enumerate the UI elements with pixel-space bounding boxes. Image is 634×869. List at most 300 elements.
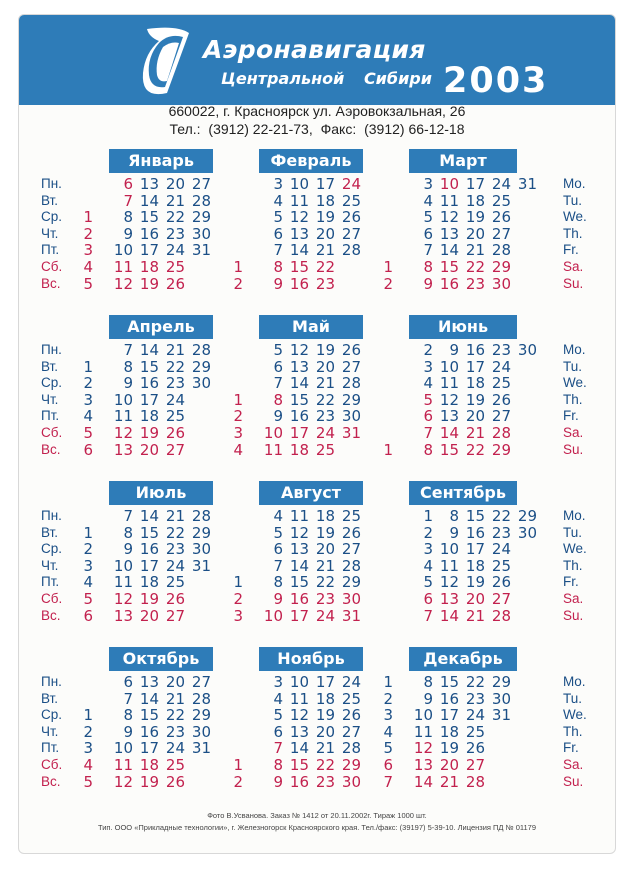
day-cell: 15 xyxy=(139,706,159,725)
day-cell: 4 xyxy=(83,407,93,426)
day-cell: 28 xyxy=(191,191,211,210)
month-title: Октябрь xyxy=(109,647,213,671)
day-cell: 10 xyxy=(113,390,133,409)
day-cell: 20 xyxy=(139,606,159,625)
day-cell: 23 xyxy=(315,407,335,426)
phone-label: Тел.: xyxy=(169,121,201,137)
day-cell: 7 xyxy=(123,507,133,525)
day-cell: 18 xyxy=(139,407,159,426)
day-cell: 2 xyxy=(383,274,393,293)
day-cell: 5 xyxy=(273,706,283,725)
day-cell: 4 xyxy=(83,756,93,774)
day-cell: 30 xyxy=(341,590,361,608)
day-cell: 14 xyxy=(439,241,459,260)
weekday-label-ru: Вт. xyxy=(41,690,58,706)
day-cell: 25 xyxy=(165,407,185,426)
day-cell: 23 xyxy=(165,722,185,741)
day-cell: 5 xyxy=(423,208,433,227)
day-cell: 28 xyxy=(191,689,211,708)
day-cell: 12 xyxy=(113,772,133,791)
day-cell: 5 xyxy=(423,573,433,592)
day-cell: 9 xyxy=(273,772,283,791)
fax-label: Факс: xyxy=(320,121,357,137)
day-cell: 23 xyxy=(315,274,335,293)
day-cell: 12 xyxy=(289,523,309,542)
day-cell: 4 xyxy=(233,440,243,459)
day-cell: 3 xyxy=(83,739,93,758)
month-title: Апрель xyxy=(109,315,213,339)
day-cell: 28 xyxy=(341,556,361,575)
day-cell: 20 xyxy=(315,722,335,741)
day-cell: 24 xyxy=(165,390,185,409)
day-cell: 28 xyxy=(491,241,511,260)
day-cell: 2 xyxy=(83,540,93,559)
day-cell: 14 xyxy=(139,689,159,708)
weekday-label-en: Su. xyxy=(563,773,584,789)
day-cell: 19 xyxy=(315,208,335,227)
day-cell: 28 xyxy=(191,341,211,359)
weekday-label-ru: Вс. xyxy=(41,773,61,789)
day-cell: 21 xyxy=(165,507,185,525)
day-cell: 29 xyxy=(191,706,211,725)
weekday-label-ru: Пт. xyxy=(41,574,60,590)
company-name-line1: Аэронавигация xyxy=(203,35,426,64)
day-cell: 12 xyxy=(113,590,133,608)
day-cell: 19 xyxy=(139,424,159,442)
day-cell: 26 xyxy=(165,772,185,791)
day-cell: 6 xyxy=(83,606,93,625)
weekday-label-ru: Чт. xyxy=(41,225,59,241)
weekday-label-en: Th. xyxy=(563,225,583,241)
day-cell: 16 xyxy=(465,523,485,542)
weekday-label-ru: Вс. xyxy=(41,441,61,457)
day-cell: 2 xyxy=(423,341,433,359)
day-cell: 22 xyxy=(465,440,485,459)
day-cell: 9 xyxy=(123,722,133,741)
day-cell: 15 xyxy=(289,573,309,592)
day-cell: 13 xyxy=(413,756,433,774)
weekday-label-ru: Пн. xyxy=(41,674,62,689)
weekday-label-en: Mo. xyxy=(563,674,586,689)
day-cell: 30 xyxy=(491,689,511,708)
day-cell: 5 xyxy=(273,523,283,542)
day-cell: 23 xyxy=(165,224,185,243)
day-cell: 26 xyxy=(491,390,511,409)
weekday-label-en: Mo. xyxy=(563,176,586,191)
day-cell: 4 xyxy=(383,722,393,741)
day-cell: 29 xyxy=(341,756,361,774)
day-cell: 12 xyxy=(439,390,459,409)
weekday-label-ru: Вс. xyxy=(41,275,61,291)
day-cell: 29 xyxy=(517,507,537,525)
day-cell: 8 xyxy=(423,258,433,276)
day-cell: 13 xyxy=(289,722,309,741)
day-cell: 22 xyxy=(165,208,185,227)
day-cell: 14 xyxy=(439,424,459,442)
day-cell: 16 xyxy=(139,374,159,393)
day-cell: 1 xyxy=(83,523,93,542)
day-cell: 21 xyxy=(465,606,485,625)
day-cell: 28 xyxy=(341,739,361,758)
day-cell: 11 xyxy=(439,374,459,393)
day-cell: 12 xyxy=(113,274,133,293)
day-cell: 15 xyxy=(465,507,485,525)
day-cell: 10 xyxy=(113,241,133,260)
day-cell: 8 xyxy=(273,390,283,409)
day-cell: 19 xyxy=(139,590,159,608)
weekday-label-en: Sa. xyxy=(563,425,584,440)
weekday-label-ru: Чт. xyxy=(41,391,59,407)
day-cell: 25 xyxy=(491,556,511,575)
day-cell: 7 xyxy=(273,374,283,393)
day-cell: 26 xyxy=(341,341,361,359)
day-cell: 5 xyxy=(83,274,93,293)
weekday-label-en: Su. xyxy=(563,607,584,623)
day-cell: 1 xyxy=(233,390,243,409)
day-cell: 17 xyxy=(139,390,159,409)
day-cell: 24 xyxy=(491,175,511,193)
day-cell: 30 xyxy=(191,540,211,559)
day-cell: 24 xyxy=(165,739,185,758)
day-cell: 18 xyxy=(315,689,335,708)
day-cell: 8 xyxy=(273,258,283,276)
day-cell: 11 xyxy=(113,407,133,426)
day-cell: 6 xyxy=(423,224,433,243)
day-cell: 22 xyxy=(315,258,335,276)
weekday-label-en: We. xyxy=(563,541,587,557)
day-cell: 16 xyxy=(439,274,459,293)
day-cell: 1 xyxy=(233,258,243,276)
month-title: Февраль xyxy=(259,149,363,173)
day-cell: 13 xyxy=(139,175,159,193)
day-cell: 31 xyxy=(491,706,511,725)
day-cell: 15 xyxy=(289,756,309,774)
day-cell: 16 xyxy=(289,772,309,791)
day-cell: 27 xyxy=(191,175,211,193)
day-cell: 27 xyxy=(341,540,361,559)
weekday-label-en: Fr. xyxy=(563,242,579,258)
day-cell: 5 xyxy=(83,424,93,442)
day-cell: 18 xyxy=(315,191,335,210)
day-cell: 24 xyxy=(341,673,361,691)
day-cell: 23 xyxy=(165,540,185,559)
day-cell: 12 xyxy=(113,424,133,442)
day-cell: 1 xyxy=(423,507,433,525)
day-cell: 27 xyxy=(341,722,361,741)
weekday-label-ru: Пт. xyxy=(41,242,60,258)
day-cell: 9 xyxy=(273,274,283,293)
day-cell: 21 xyxy=(165,341,185,359)
day-cell: 22 xyxy=(315,756,335,774)
day-cell: 8 xyxy=(123,208,133,227)
day-cell: 25 xyxy=(315,440,335,459)
day-cell: 13 xyxy=(139,673,159,691)
day-cell: 3 xyxy=(423,175,433,193)
day-cell: 29 xyxy=(341,390,361,409)
day-cell: 30 xyxy=(341,407,361,426)
calendar-card xyxy=(18,14,616,854)
day-cell: 28 xyxy=(491,424,511,442)
day-cell: 8 xyxy=(423,440,433,459)
day-cell: 5 xyxy=(273,208,283,227)
day-cell: 3 xyxy=(273,175,283,193)
day-cell: 19 xyxy=(465,208,485,227)
day-cell: 2 xyxy=(423,523,433,542)
day-cell: 7 xyxy=(123,191,133,210)
day-cell: 30 xyxy=(191,224,211,243)
day-cell: 6 xyxy=(273,540,283,559)
day-cell: 10 xyxy=(439,540,459,559)
day-cell: 13 xyxy=(113,606,133,625)
day-cell: 4 xyxy=(83,573,93,592)
day-cell: 23 xyxy=(465,274,485,293)
day-cell: 17 xyxy=(139,241,159,260)
day-cell: 15 xyxy=(439,673,459,691)
day-cell: 6 xyxy=(273,357,283,376)
day-cell: 25 xyxy=(165,756,185,774)
day-cell: 11 xyxy=(113,756,133,774)
day-cell: 17 xyxy=(315,175,335,193)
day-cell: 10 xyxy=(263,424,283,442)
day-cell: 30 xyxy=(517,341,537,359)
day-cell: 22 xyxy=(315,573,335,592)
day-cell: 3 xyxy=(83,241,93,260)
calendar-year: 2003 xyxy=(443,61,549,101)
weekday-label-en: Th. xyxy=(563,391,583,407)
day-cell: 7 xyxy=(123,689,133,708)
day-cell: 7 xyxy=(273,739,283,758)
day-cell: 10 xyxy=(289,673,309,691)
day-cell: 14 xyxy=(289,739,309,758)
weekday-label-en: Sa. xyxy=(563,757,584,772)
day-cell: 25 xyxy=(165,258,185,276)
day-cell: 15 xyxy=(289,390,309,409)
day-cell: 10 xyxy=(113,556,133,575)
weekday-label-en: Mo. xyxy=(563,342,586,357)
day-cell: 14 xyxy=(413,772,433,791)
day-cell: 30 xyxy=(191,374,211,393)
day-cell: 20 xyxy=(165,175,185,193)
day-cell: 30 xyxy=(517,523,537,542)
day-cell: 21 xyxy=(165,191,185,210)
day-cell: 11 xyxy=(289,507,309,525)
day-cell: 19 xyxy=(139,274,159,293)
weekday-label-en: Su. xyxy=(563,441,584,457)
weekday-label-ru: Вт. xyxy=(41,192,58,208)
day-cell: 19 xyxy=(315,341,335,359)
day-cell: 20 xyxy=(315,357,335,376)
day-cell: 16 xyxy=(289,407,309,426)
day-cell: 28 xyxy=(491,606,511,625)
day-cell: 14 xyxy=(139,191,159,210)
day-cell: 23 xyxy=(315,772,335,791)
day-cell: 26 xyxy=(491,573,511,592)
day-cell: 18 xyxy=(139,573,159,592)
day-cell: 26 xyxy=(341,208,361,227)
day-cell: 22 xyxy=(491,507,511,525)
day-cell: 26 xyxy=(491,208,511,227)
day-cell: 5 xyxy=(83,590,93,608)
day-cell: 25 xyxy=(491,374,511,393)
weekday-label-en: Sa. xyxy=(563,259,584,274)
day-cell: 27 xyxy=(341,224,361,243)
day-cell: 27 xyxy=(465,756,485,774)
day-cell: 17 xyxy=(289,606,309,625)
day-cell: 5 xyxy=(273,341,283,359)
day-cell: 27 xyxy=(191,673,211,691)
day-cell: 24 xyxy=(315,606,335,625)
day-cell: 16 xyxy=(289,590,309,608)
day-cell: 1 xyxy=(383,258,393,276)
day-cell: 31 xyxy=(191,241,211,260)
day-cell: 9 xyxy=(123,224,133,243)
day-cell: 27 xyxy=(341,357,361,376)
weekday-label-en: Tu. xyxy=(563,690,583,706)
day-cell: 9 xyxy=(123,540,133,559)
day-cell: 16 xyxy=(139,224,159,243)
day-cell: 17 xyxy=(465,357,485,376)
day-cell: 29 xyxy=(491,258,511,276)
day-cell: 3 xyxy=(273,673,283,691)
day-cell: 7 xyxy=(123,341,133,359)
day-cell: 25 xyxy=(341,689,361,708)
day-cell: 2 xyxy=(383,689,393,708)
weekday-label-en: Mo. xyxy=(563,508,586,523)
day-cell: 20 xyxy=(139,440,159,459)
day-cell: 24 xyxy=(491,540,511,559)
weekday-label-ru: Ср. xyxy=(41,541,63,557)
day-cell: 23 xyxy=(465,689,485,708)
day-cell: 6 xyxy=(423,590,433,608)
weekday-label-ru: Ср. xyxy=(41,707,63,723)
day-cell: 29 xyxy=(191,357,211,376)
day-cell: 17 xyxy=(439,706,459,725)
day-cell: 26 xyxy=(341,706,361,725)
day-cell: 4 xyxy=(83,258,93,276)
month-title: Январь xyxy=(109,149,213,173)
weekday-label-ru: Вт. xyxy=(41,524,58,540)
day-cell: 13 xyxy=(439,590,459,608)
day-cell: 15 xyxy=(289,258,309,276)
day-cell: 11 xyxy=(439,556,459,575)
day-cell: 14 xyxy=(439,606,459,625)
day-cell: 2 xyxy=(233,772,243,791)
day-cell: 4 xyxy=(423,191,433,210)
day-cell: 22 xyxy=(165,523,185,542)
day-cell: 22 xyxy=(165,357,185,376)
day-cell: 2 xyxy=(83,224,93,243)
day-cell: 22 xyxy=(315,390,335,409)
weekday-label-en: We. xyxy=(563,209,587,225)
day-cell: 14 xyxy=(289,556,309,575)
day-cell: 5 xyxy=(83,772,93,791)
day-cell: 9 xyxy=(423,274,433,293)
day-cell: 9 xyxy=(449,341,459,359)
footer-printer-info: Тип. ООО «Прикладные технологии», г. Железногорск Красноярского края. Тел./факс: (39197) 5-39-10. Лицензия ПД № 01179 xyxy=(97,823,537,832)
day-cell: 29 xyxy=(491,673,511,691)
day-cell: 31 xyxy=(341,606,361,625)
weekday-label-en: Tu. xyxy=(563,524,583,540)
day-cell: 17 xyxy=(289,424,309,442)
weekday-label-ru: Пн. xyxy=(41,176,62,191)
day-cell: 2 xyxy=(83,722,93,741)
weekday-label-ru: Ср. xyxy=(41,375,63,391)
day-cell: 31 xyxy=(191,556,211,575)
day-cell: 28 xyxy=(341,241,361,260)
weekday-label-en: Fr. xyxy=(563,574,579,590)
day-cell: 18 xyxy=(465,556,485,575)
day-cell: 9 xyxy=(273,407,283,426)
day-cell: 2 xyxy=(233,407,243,426)
weekday-label-ru: Пт. xyxy=(41,740,60,756)
day-cell: 11 xyxy=(413,722,433,741)
day-cell: 7 xyxy=(273,556,283,575)
day-cell: 15 xyxy=(439,440,459,459)
day-cell: 1 xyxy=(383,440,393,459)
weekday-label-ru: Сб. xyxy=(41,591,63,606)
day-cell: 3 xyxy=(423,357,433,376)
day-cell: 23 xyxy=(491,341,511,359)
day-cell: 14 xyxy=(289,241,309,260)
day-cell: 20 xyxy=(465,224,485,243)
day-cell: 13 xyxy=(289,224,309,243)
day-cell: 21 xyxy=(315,241,335,260)
weekday-label-ru: Сб. xyxy=(41,425,63,440)
day-cell: 30 xyxy=(341,772,361,791)
day-cell: 31 xyxy=(191,739,211,758)
day-cell: 30 xyxy=(491,274,511,293)
day-cell: 25 xyxy=(165,573,185,592)
day-cell: 6 xyxy=(123,673,133,691)
day-cell: 21 xyxy=(315,556,335,575)
day-cell: 8 xyxy=(273,756,283,774)
day-cell: 19 xyxy=(439,739,459,758)
day-cell: 3 xyxy=(233,606,243,625)
day-cell: 1 xyxy=(383,673,393,691)
day-cell: 9 xyxy=(273,590,283,608)
day-cell: 3 xyxy=(83,390,93,409)
day-cell: 8 xyxy=(449,507,459,525)
day-cell: 16 xyxy=(289,274,309,293)
day-cell: 11 xyxy=(289,689,309,708)
weekday-label-ru: Ср. xyxy=(41,209,63,225)
day-cell: 16 xyxy=(465,341,485,359)
weekday-label-ru: Сб. xyxy=(41,757,63,772)
day-cell: 4 xyxy=(423,556,433,575)
day-cell: 28 xyxy=(465,772,485,791)
day-cell: 12 xyxy=(289,208,309,227)
day-cell: 26 xyxy=(341,523,361,542)
day-cell: 11 xyxy=(113,258,133,276)
month-title: Июнь xyxy=(409,315,517,339)
day-cell: 10 xyxy=(113,739,133,758)
day-cell: 29 xyxy=(191,523,211,542)
day-cell: 25 xyxy=(341,191,361,210)
day-cell: 21 xyxy=(315,739,335,758)
day-cell: 24 xyxy=(165,241,185,260)
month-title: Июль xyxy=(109,481,213,505)
day-cell: 17 xyxy=(139,739,159,758)
day-cell: 17 xyxy=(315,673,335,691)
day-cell: 11 xyxy=(439,191,459,210)
fax-number: (3912) 66-12-18 xyxy=(364,121,465,137)
day-cell: 18 xyxy=(139,258,159,276)
month-title: Август xyxy=(259,481,363,505)
airline-logo-icon xyxy=(137,23,195,101)
day-cell: 1 xyxy=(233,756,243,774)
day-cell: 28 xyxy=(341,374,361,393)
day-cell: 17 xyxy=(465,540,485,559)
